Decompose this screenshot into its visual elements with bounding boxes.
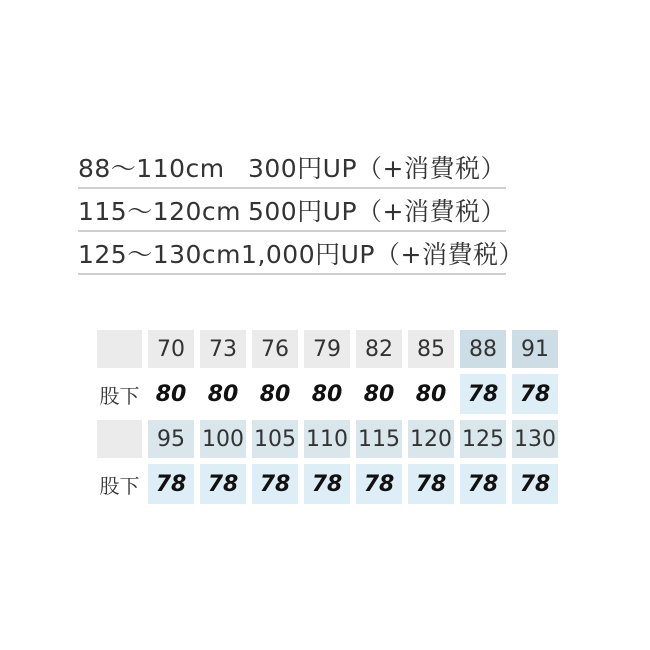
inseam-cell: 78 (512, 374, 558, 414)
inseam-cell: 80 (304, 374, 350, 414)
size-header-cell: 85 (408, 330, 454, 368)
price-row (78, 146, 506, 189)
size-range-label: 88〜110cm (78, 153, 225, 183)
inseam-cell: 80 (148, 374, 194, 414)
inseam-cell: 78 (252, 464, 298, 504)
size-range-label: 115〜120cm (78, 196, 242, 226)
size-header-cell: 100 (200, 420, 246, 458)
size-header-cell: 73 (200, 330, 246, 368)
size-header-cell: 130 (512, 420, 558, 458)
price-upcharge-label: 500円UP（+消費税） (247, 196, 506, 226)
size-header-cell: 88 (460, 330, 506, 368)
inseam-cell: 78 (408, 464, 454, 504)
size-header-cell: 76 (252, 330, 298, 368)
row-label-cell: 股下 (97, 464, 142, 504)
inseam-cell: 80 (356, 374, 402, 414)
inseam-cell: 78 (304, 464, 350, 504)
size-header-cell: 82 (356, 330, 402, 368)
price-upcharge-label: 300円UP（+消費税） (247, 153, 506, 183)
size-header-cell: 125 (460, 420, 506, 458)
inseam-cell: 80 (408, 374, 454, 414)
size-header-cell: 70 (148, 330, 194, 368)
size-header-cell: 105 (252, 420, 298, 458)
corner-cell (97, 420, 142, 458)
inseam-cell: 78 (460, 464, 506, 504)
price-list (78, 146, 524, 275)
size-table (97, 330, 558, 504)
corner-cell (97, 330, 142, 368)
inseam-cell: 78 (460, 374, 506, 414)
size-header-cell: 95 (148, 420, 194, 458)
size-header-cell: 120 (408, 420, 454, 458)
inseam-cell: 78 (512, 464, 558, 504)
inseam-cell: 78 (148, 464, 194, 504)
size-header-cell: 110 (304, 420, 350, 458)
inseam-cell: 78 (356, 464, 402, 504)
size-header-cell: 91 (512, 330, 558, 368)
price-row (78, 189, 506, 232)
row-label-cell: 股下 (97, 374, 142, 414)
size-header-cell: 79 (304, 330, 350, 368)
price-upcharge-label: 1,000円UP（+消費税） (241, 239, 524, 269)
inseam-cell: 80 (200, 374, 246, 414)
price-row (78, 232, 524, 275)
size-range-label: 125〜130cm (78, 239, 242, 269)
inseam-cell: 78 (200, 464, 246, 504)
inseam-cell: 80 (252, 374, 298, 414)
size-header-cell: 115 (356, 420, 402, 458)
